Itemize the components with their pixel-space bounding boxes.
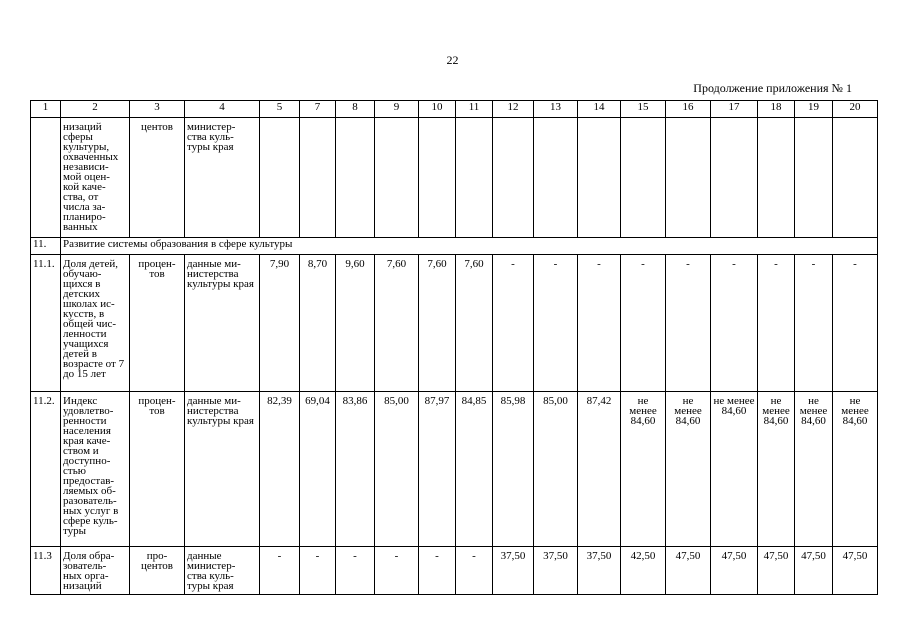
data-source: данные министер- ства куль- туры края <box>185 547 260 595</box>
value-cell: 69,04 <box>300 392 336 547</box>
indicator-name: Доля детей, обучаю- щихся в детских школах ис- кусств, в общей чис- ленности учащихся детей в возрасте от 7 до 15 лет <box>61 255 130 392</box>
column-number-header: 13 <box>534 101 578 118</box>
value-cell <box>621 118 666 238</box>
data-source: министер- ства куль- туры края <box>185 118 260 238</box>
value-cell: 47,50 <box>833 547 878 595</box>
value-cell: - <box>456 547 493 595</box>
row-number <box>31 118 61 238</box>
value-cell: 84,85 <box>456 392 493 547</box>
value-cell <box>534 118 578 238</box>
value-cell: - <box>666 255 711 392</box>
section-number: 11. <box>31 238 61 255</box>
indicator-row <box>31 118 878 238</box>
value-cell: - <box>419 547 456 595</box>
column-number-header: 12 <box>493 101 534 118</box>
column-number-header: 18 <box>758 101 795 118</box>
value-cell <box>795 118 833 238</box>
column-number-header: 5 <box>260 101 300 118</box>
value-cell <box>493 118 534 238</box>
value-cell <box>578 118 621 238</box>
column-number-header: 8 <box>336 101 375 118</box>
value-cell: не менее 84,60 <box>758 392 795 547</box>
value-cell <box>260 118 300 238</box>
appendix-continuation-label: Продолжение приложения № 1 <box>693 81 852 95</box>
value-cell <box>336 118 375 238</box>
value-cell: 7,60 <box>419 255 456 392</box>
indicator-name: Доля обра- зователь- ных орга- низаций <box>61 547 130 595</box>
value-cell: - <box>493 255 534 392</box>
indicator-row <box>31 392 878 547</box>
value-cell: 37,50 <box>534 547 578 595</box>
column-number-header: 19 <box>795 101 833 118</box>
section-title: Развитие системы образования в сфере культуры <box>61 238 878 255</box>
column-number-header: 3 <box>130 101 185 118</box>
value-cell <box>300 118 336 238</box>
column-number-header: 10 <box>419 101 456 118</box>
value-cell: 87,42 <box>578 392 621 547</box>
value-cell <box>833 118 878 238</box>
indicator-row <box>31 255 878 392</box>
data-source: данные ми- нистерства культуры края <box>185 392 260 547</box>
value-cell: 83,86 <box>336 392 375 547</box>
value-cell: не менее 84,60 <box>795 392 833 547</box>
value-cell: не менее 84,60 <box>666 392 711 547</box>
value-cell <box>375 118 419 238</box>
value-cell <box>419 118 456 238</box>
unit-of-measure: процен- тов <box>130 392 185 547</box>
value-cell: - <box>375 547 419 595</box>
row-number: 11.1. <box>31 255 61 392</box>
appendix-table <box>30 100 878 595</box>
value-cell: 37,50 <box>578 547 621 595</box>
column-number-header: 20 <box>833 101 878 118</box>
data-source: данные ми- нистерства культуры края <box>185 255 260 392</box>
value-cell: 37,50 <box>493 547 534 595</box>
value-cell: 7,60 <box>456 255 493 392</box>
column-number-header: 11 <box>456 101 493 118</box>
unit-of-measure: про- центов <box>130 547 185 595</box>
column-number-header: 16 <box>666 101 711 118</box>
column-number-header: 7 <box>300 101 336 118</box>
column-number-header: 1 <box>31 101 61 118</box>
indicator-name: Индекс удовлетво- ренности населения края каче- ством и доступно- стью предостав- ляемых об- разователь- ных услуг в сфере куль- туры <box>61 392 130 547</box>
value-cell: - <box>300 547 336 595</box>
value-cell: - <box>833 255 878 392</box>
value-cell: 42,50 <box>621 547 666 595</box>
unit-of-measure: процен- тов <box>130 255 185 392</box>
row-number: 11.2. <box>31 392 61 547</box>
column-number-header: 2 <box>61 101 130 118</box>
page-number: 22 <box>446 53 459 67</box>
indicator-name: низаций сферы культуры, охваченных независи- мой оцен- кой каче- ства, от числа за- планиро- ванных <box>61 118 130 238</box>
unit-of-measure: центов <box>130 118 185 238</box>
column-number-header: 4 <box>185 101 260 118</box>
value-cell: 85,00 <box>375 392 419 547</box>
value-cell: - <box>578 255 621 392</box>
value-cell: - <box>534 255 578 392</box>
value-cell: 7,60 <box>375 255 419 392</box>
value-cell <box>711 118 758 238</box>
value-cell: 7,90 <box>260 255 300 392</box>
section-row <box>31 238 878 255</box>
column-number-row <box>31 101 878 118</box>
value-cell: - <box>260 547 300 595</box>
value-cell <box>456 118 493 238</box>
value-cell: не менее 84,60 <box>621 392 666 547</box>
value-cell: - <box>336 547 375 595</box>
value-cell <box>666 118 711 238</box>
value-cell: 85,00 <box>534 392 578 547</box>
indicator-row <box>31 547 878 595</box>
value-cell: 47,50 <box>758 547 795 595</box>
value-cell: 47,50 <box>795 547 833 595</box>
value-cell: - <box>621 255 666 392</box>
column-number-header: 9 <box>375 101 419 118</box>
row-number: 11.3 <box>31 547 61 595</box>
value-cell: не менее 84,60 <box>833 392 878 547</box>
value-cell: 47,50 <box>711 547 758 595</box>
value-cell: - <box>758 255 795 392</box>
column-number-header: 14 <box>578 101 621 118</box>
value-cell: 82,39 <box>260 392 300 547</box>
value-cell: 47,50 <box>666 547 711 595</box>
column-number-header: 15 <box>621 101 666 118</box>
value-cell: - <box>795 255 833 392</box>
value-cell: 85,98 <box>493 392 534 547</box>
value-cell: 87,97 <box>419 392 456 547</box>
column-number-header: 17 <box>711 101 758 118</box>
value-cell <box>758 118 795 238</box>
value-cell: - <box>711 255 758 392</box>
value-cell: не менее 84,60 <box>711 392 758 547</box>
value-cell: 8,70 <box>300 255 336 392</box>
value-cell: 9,60 <box>336 255 375 392</box>
